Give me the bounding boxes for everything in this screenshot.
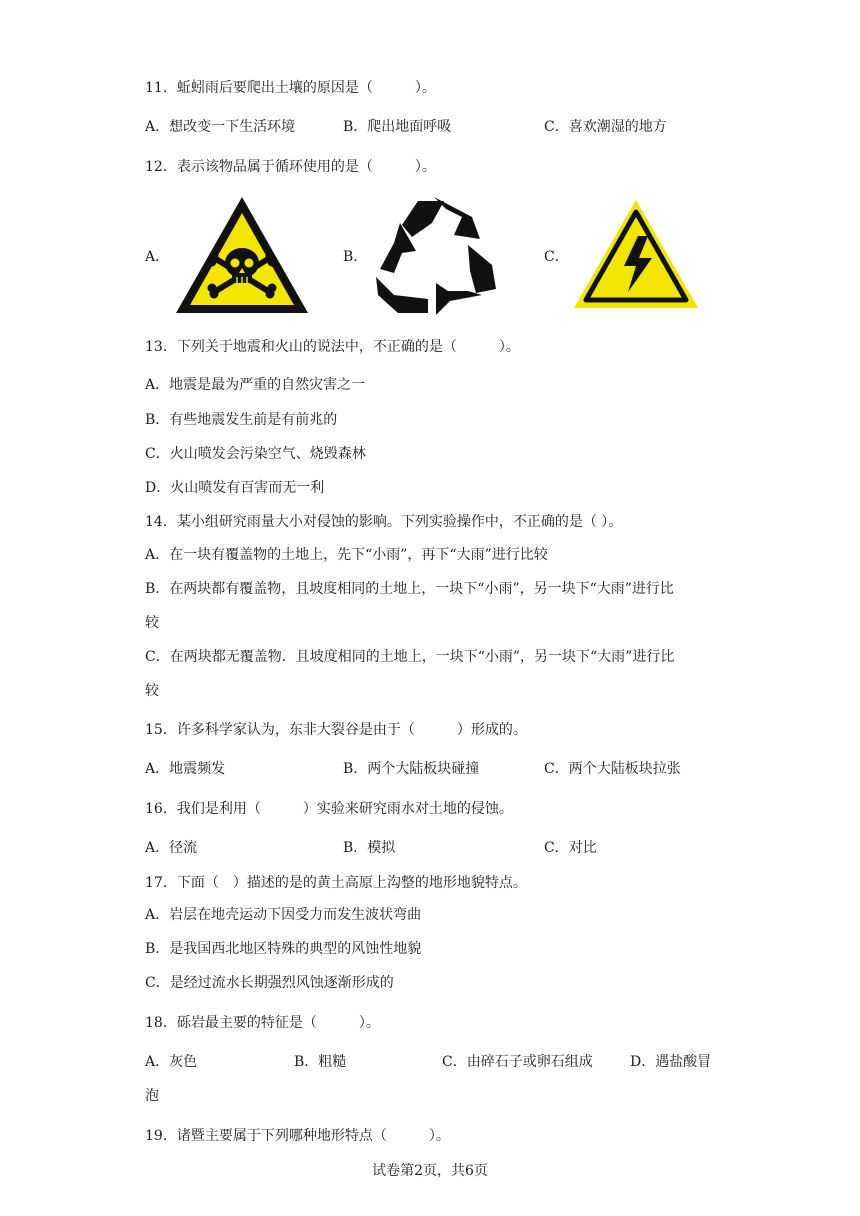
q14-option-a: A．在一块有覆盖物的土地上，先下“小雨”，再下“大雨”进行比较 <box>145 547 548 563</box>
q14-option-c-line2: 较 <box>145 683 159 699</box>
q11-option-c: C．喜欢潮湿的地方 <box>544 119 667 135</box>
q14-option-c-line1: C．在两块都无覆盖物．且坡度相同的土地上，一块下“小雨”，另一块下“大雨”进行比 <box>145 649 675 665</box>
q18-option-d-line1: D．遇盐酸冒 <box>630 1054 712 1070</box>
q17-option-b: B．是我国西北地区特殊的典型的风蚀性地貌 <box>145 941 422 957</box>
q11-option-b: B．爬出地面呼吸 <box>343 119 452 135</box>
high-voltage-warning-icon <box>572 198 700 312</box>
q18-stem: 18．砾岩最主要的特征是（ ）。 <box>145 1015 380 1031</box>
q11-stem: 11．蚯蚓雨后要爬出土壤的原因是（ ）。 <box>145 80 436 96</box>
q13-stem: 13．下列关于地震和火山的说法中，不正确的是（ ）。 <box>145 339 520 355</box>
q15-option-b: B．两个大陆板块碰撞 <box>343 761 480 777</box>
q13-option-a: A．地震是最为严重的自然灾害之一 <box>145 377 366 393</box>
q16-option-a: A．径流 <box>145 840 198 856</box>
q15-option-a: A．地震频发 <box>145 761 226 777</box>
q11-option-a: A．想改变一下生活环境 <box>145 119 296 135</box>
q14-option-b-line2: 较 <box>145 615 159 631</box>
q15-stem: 15．许多科学家认为，东非大裂谷是由于（ ）形成的。 <box>145 722 527 738</box>
recycle-icon <box>372 195 500 317</box>
q17-option-c: C．是经过流水长期强烈风蚀逐渐形成的 <box>145 975 394 991</box>
q14-stem: 14．某小组研究雨量大小对侵蚀的影响。下列实验操作中，不正确的是（ ）。 <box>145 514 623 530</box>
q16-option-c: C．对比 <box>544 840 597 856</box>
q18-option-d-line2: 泡 <box>145 1088 159 1104</box>
q13-option-b: B．有些地震发生前是有前兆的 <box>145 412 338 428</box>
q18-option-a: A．灰色 <box>145 1054 198 1070</box>
q16-option-b: B．模拟 <box>343 840 396 856</box>
q18-option-c: C．由碎石子或卵石组成 <box>442 1054 593 1070</box>
q12-stem: 12．表示该物品属于循环使用的是（ ）。 <box>145 159 436 175</box>
q15-option-c: C．两个大陆板块拉张 <box>544 761 681 777</box>
q17-stem: 17．下面（ ）描述的是的黄土高原上沟整的地形地貌特点。 <box>145 875 527 891</box>
q13-option-c: C．火山喷发会污染空气、烧毁森林 <box>145 446 366 462</box>
q17-option-a: A．岩层在地壳运动下因受力而发生波状弯曲 <box>145 907 422 923</box>
q12-option-b-label: B． <box>343 249 368 265</box>
poison-warning-icon <box>172 193 312 318</box>
q19-stem: 19．诸暨主要属于下列哪种地形特点（ ）。 <box>145 1128 450 1144</box>
q18-option-b: B．粗糙 <box>294 1054 347 1070</box>
q12-option-c-label: C． <box>544 249 569 265</box>
q13-option-d: D．火山喷发有百害而无一利 <box>145 480 325 496</box>
page-footer: 试卷第2页，共6页 <box>372 1163 488 1179</box>
q12-option-a-label: A． <box>145 249 170 265</box>
q16-stem: 16．我们是利用（ ）实验来研究雨水对土地的侵蚀。 <box>145 801 513 817</box>
q14-option-b-line1: B．在两块都有覆盖物，且坡度相同的土地上，一块下“小雨”，另一块下“大雨”进行比 <box>145 581 674 597</box>
